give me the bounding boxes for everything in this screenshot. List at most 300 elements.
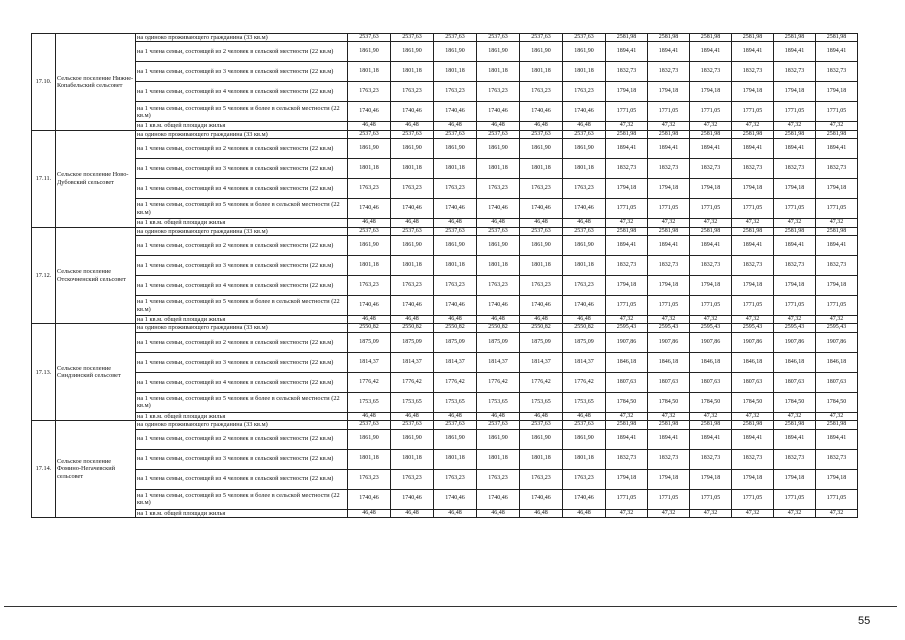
value-cell: 2537,63 <box>477 130 520 138</box>
value-cell: 1894,41 <box>606 139 648 159</box>
value-cell: 1771,05 <box>648 489 690 509</box>
value-cell: 1861,90 <box>434 42 477 62</box>
value-cell: 1907,86 <box>816 332 858 352</box>
value-cell: 1771,05 <box>816 199 858 219</box>
value-cell: 2537,63 <box>563 421 606 429</box>
value-cell: 2581,98 <box>774 34 816 42</box>
criterion-cell: на 1 кв.м. общей площади жилья <box>136 509 348 517</box>
value-cell: 2550,82 <box>563 324 606 332</box>
value-cell: 1894,41 <box>732 236 774 256</box>
value-cell: 1763,23 <box>477 276 520 296</box>
value-cell: 1861,90 <box>434 139 477 159</box>
table-row <box>32 509 858 517</box>
table-row <box>32 296 858 316</box>
value-cell: 1740,46 <box>477 296 520 316</box>
value-cell: 47,32 <box>606 219 648 227</box>
value-cell: 1740,46 <box>477 199 520 219</box>
value-cell: 47,32 <box>732 412 774 420</box>
criterion-cell: на 1 члена семьи, состоящей из 3 человек в сельской местности (22 кв.м) <box>136 159 348 179</box>
value-cell: 1771,05 <box>690 199 732 219</box>
value-cell: 1771,05 <box>774 102 816 122</box>
value-cell: 1894,41 <box>606 236 648 256</box>
table-row <box>32 82 858 102</box>
value-cell: 46,48 <box>520 219 563 227</box>
value-cell: 47,32 <box>648 122 690 130</box>
value-cell: 2537,63 <box>477 227 520 235</box>
value-cell: 1832,73 <box>732 449 774 469</box>
value-cell: 1763,23 <box>477 469 520 489</box>
value-cell: 1894,41 <box>774 139 816 159</box>
value-cell: 46,48 <box>348 122 391 130</box>
value-cell: 2537,63 <box>434 34 477 42</box>
value-cell: 2537,63 <box>563 34 606 42</box>
value-cell: 1794,18 <box>690 179 732 199</box>
value-cell: 1801,18 <box>348 256 391 276</box>
table-row <box>32 256 858 276</box>
value-cell: 46,48 <box>520 412 563 420</box>
value-cell: 1740,46 <box>434 102 477 122</box>
value-cell: 2581,98 <box>690 34 732 42</box>
value-cell: 1801,18 <box>391 256 434 276</box>
value-cell: 1832,73 <box>690 256 732 276</box>
value-cell: 1740,46 <box>520 296 563 316</box>
value-cell: 1771,05 <box>648 296 690 316</box>
value-cell: 2537,63 <box>520 227 563 235</box>
criterion-cell: на 1 члена семьи, состоящей из 3 человек в сельской местности (22 кв.м) <box>136 449 348 469</box>
value-cell: 2581,98 <box>774 227 816 235</box>
criterion-cell: на 1 члена семьи, состоящей из 5 человек и более в сельской местности (22 кв.м) <box>136 102 348 122</box>
value-cell: 1832,73 <box>774 159 816 179</box>
value-cell: 47,32 <box>816 412 858 420</box>
value-cell: 1832,73 <box>816 62 858 82</box>
value-cell: 47,32 <box>774 219 816 227</box>
value-cell: 1861,90 <box>520 429 563 449</box>
value-cell: 2537,63 <box>434 227 477 235</box>
criterion-cell: на одиноко проживающего гражданина (33 кв.м) <box>136 130 348 138</box>
criterion-cell: на 1 члена семьи, состоящей из 4 человек в сельской местности (22 кв.м) <box>136 276 348 296</box>
value-cell: 2581,98 <box>606 34 648 42</box>
value-cell: 1861,90 <box>391 42 434 62</box>
value-cell: 1740,46 <box>434 296 477 316</box>
value-cell: 1861,90 <box>520 42 563 62</box>
value-cell: 46,48 <box>348 316 391 324</box>
criterion-cell: на одиноко проживающего гражданина (33 кв.м) <box>136 421 348 429</box>
value-cell: 46,48 <box>477 412 520 420</box>
table-row <box>32 316 858 324</box>
value-cell: 1776,42 <box>434 372 477 392</box>
value-cell: 47,32 <box>816 122 858 130</box>
value-cell: 1753,65 <box>520 392 563 412</box>
value-cell: 47,32 <box>774 509 816 517</box>
value-cell: 2537,63 <box>434 130 477 138</box>
value-cell: 1807,63 <box>816 372 858 392</box>
value-cell: 46,48 <box>434 316 477 324</box>
value-cell: 1875,09 <box>348 332 391 352</box>
value-cell: 1763,23 <box>520 276 563 296</box>
value-cell: 1794,18 <box>732 469 774 489</box>
value-cell: 2581,98 <box>816 34 858 42</box>
value-cell: 1807,63 <box>774 372 816 392</box>
value-cell: 47,32 <box>690 316 732 324</box>
value-cell: 1832,73 <box>732 62 774 82</box>
row-index: 17.10. <box>32 34 56 131</box>
value-cell: 1771,05 <box>816 489 858 509</box>
value-cell: 1740,46 <box>348 296 391 316</box>
value-cell: 1776,42 <box>563 372 606 392</box>
value-cell: 1894,41 <box>732 139 774 159</box>
value-cell: 1794,18 <box>774 179 816 199</box>
value-cell: 46,48 <box>520 509 563 517</box>
value-cell: 47,32 <box>606 412 648 420</box>
value-cell: 2537,63 <box>477 34 520 42</box>
value-cell: 1794,18 <box>732 82 774 102</box>
value-cell: 1875,09 <box>563 332 606 352</box>
value-cell: 47,32 <box>774 316 816 324</box>
value-cell: 1907,86 <box>606 332 648 352</box>
value-cell: 1846,18 <box>690 352 732 372</box>
value-cell: 1784,50 <box>648 392 690 412</box>
value-cell: 1763,23 <box>348 276 391 296</box>
value-cell: 1801,18 <box>348 449 391 469</box>
value-cell: 1740,46 <box>348 489 391 509</box>
value-cell: 2537,63 <box>434 421 477 429</box>
value-cell: 47,32 <box>690 122 732 130</box>
value-cell: 1807,63 <box>732 372 774 392</box>
value-cell: 1740,46 <box>477 102 520 122</box>
value-cell: 46,48 <box>434 509 477 517</box>
value-cell: 2581,98 <box>690 227 732 235</box>
footer-rule <box>4 606 897 607</box>
value-cell: 1907,86 <box>690 332 732 352</box>
row-index: 17.13. <box>32 324 56 421</box>
value-cell: 46,48 <box>391 219 434 227</box>
value-cell: 1832,73 <box>732 256 774 276</box>
value-cell: 1807,63 <box>648 372 690 392</box>
value-cell: 1861,90 <box>348 139 391 159</box>
value-cell: 1771,05 <box>606 199 648 219</box>
criterion-cell: на 1 члена семьи, состоящей из 5 человек и более в сельской местности (22 кв.м) <box>136 199 348 219</box>
criterion-cell: на 1 члена семьи, состоящей из 4 человек в сельской местности (22 кв.м) <box>136 179 348 199</box>
value-cell: 1861,90 <box>520 139 563 159</box>
value-cell: 1771,05 <box>774 489 816 509</box>
value-cell: 1801,18 <box>563 449 606 469</box>
value-cell: 1861,90 <box>563 429 606 449</box>
value-cell: 1801,18 <box>434 62 477 82</box>
value-cell: 1794,18 <box>732 179 774 199</box>
value-cell: 2581,98 <box>732 227 774 235</box>
value-cell: 2537,63 <box>520 34 563 42</box>
table-row <box>32 489 858 509</box>
value-cell: 1894,41 <box>648 236 690 256</box>
value-cell: 2537,63 <box>348 421 391 429</box>
value-cell: 1740,46 <box>391 199 434 219</box>
value-cell: 1814,37 <box>391 352 434 372</box>
value-cell: 46,48 <box>391 412 434 420</box>
value-cell: 1763,23 <box>391 469 434 489</box>
value-cell: 1740,46 <box>563 296 606 316</box>
value-cell: 2581,98 <box>690 421 732 429</box>
value-cell: 1832,73 <box>816 256 858 276</box>
value-cell: 1771,05 <box>690 489 732 509</box>
value-cell: 1861,90 <box>391 236 434 256</box>
value-cell: 1861,90 <box>348 42 391 62</box>
value-cell: 1894,41 <box>648 42 690 62</box>
criterion-cell: на 1 члена семьи, состоящей из 3 человек в сельской местности (22 кв.м) <box>136 62 348 82</box>
value-cell: 1894,41 <box>690 429 732 449</box>
value-cell: 2537,63 <box>477 421 520 429</box>
value-cell: 1832,73 <box>606 62 648 82</box>
value-cell: 1763,23 <box>563 276 606 296</box>
value-cell: 46,48 <box>520 316 563 324</box>
value-cell: 1740,46 <box>563 489 606 509</box>
value-cell: 1771,05 <box>690 102 732 122</box>
value-cell: 1740,46 <box>434 489 477 509</box>
value-cell: 1861,90 <box>391 139 434 159</box>
value-cell: 46,48 <box>477 219 520 227</box>
value-cell: 1794,18 <box>690 469 732 489</box>
value-cell: 1740,46 <box>563 199 606 219</box>
value-cell: 1801,18 <box>563 256 606 276</box>
value-cell: 1894,41 <box>606 429 648 449</box>
value-cell: 1861,90 <box>520 236 563 256</box>
value-cell: 1763,23 <box>477 179 520 199</box>
value-cell: 1801,18 <box>563 159 606 179</box>
table-row <box>32 219 858 227</box>
value-cell: 1794,18 <box>606 179 648 199</box>
value-cell: 1771,05 <box>732 102 774 122</box>
value-cell: 1814,37 <box>348 352 391 372</box>
value-cell: 1846,18 <box>648 352 690 372</box>
value-cell: 2537,63 <box>563 130 606 138</box>
value-cell: 1894,41 <box>606 42 648 62</box>
value-cell: 47,32 <box>648 219 690 227</box>
value-cell: 1846,18 <box>732 352 774 372</box>
criterion-cell: на 1 члена семьи, состоящей из 2 человек в сельской местности (22 кв.м) <box>136 139 348 159</box>
value-cell: 1832,73 <box>648 159 690 179</box>
table-row <box>32 429 858 449</box>
value-cell: 1801,18 <box>520 62 563 82</box>
value-cell: 46,48 <box>434 122 477 130</box>
value-cell: 2537,63 <box>563 227 606 235</box>
criterion-cell: на 1 члена семьи, состоящей из 2 человек в сельской местности (22 кв.м) <box>136 236 348 256</box>
value-cell: 1832,73 <box>648 256 690 276</box>
value-cell: 2537,63 <box>391 227 434 235</box>
value-cell: 1771,05 <box>774 296 816 316</box>
criterion-cell: на 1 члена семьи, состоящей из 5 человек и более в сельской местности (22 кв.м) <box>136 489 348 509</box>
value-cell: 1740,46 <box>391 296 434 316</box>
value-cell: 1861,90 <box>348 429 391 449</box>
value-cell: 1740,46 <box>391 102 434 122</box>
value-cell: 2581,98 <box>816 130 858 138</box>
value-cell: 2581,98 <box>606 227 648 235</box>
value-cell: 1794,18 <box>774 469 816 489</box>
table-row <box>32 236 858 256</box>
value-cell: 1771,05 <box>732 296 774 316</box>
value-cell: 1832,73 <box>690 449 732 469</box>
value-cell: 1814,37 <box>477 352 520 372</box>
value-cell: 1801,18 <box>477 159 520 179</box>
value-cell: 1832,73 <box>774 256 816 276</box>
value-cell: 1861,90 <box>391 429 434 449</box>
value-cell: 1894,41 <box>774 429 816 449</box>
value-cell: 1776,42 <box>391 372 434 392</box>
value-cell: 2581,98 <box>690 130 732 138</box>
value-cell: 1771,05 <box>648 102 690 122</box>
table-row <box>32 412 858 420</box>
table-row <box>32 352 858 372</box>
value-cell: 46,48 <box>563 509 606 517</box>
value-cell: 1832,73 <box>690 62 732 82</box>
value-cell: 1832,73 <box>690 159 732 179</box>
value-cell: 1763,23 <box>520 179 563 199</box>
value-cell: 2595,43 <box>732 324 774 332</box>
value-cell: 47,32 <box>648 509 690 517</box>
value-cell: 1794,18 <box>774 82 816 102</box>
value-cell: 1846,18 <box>774 352 816 372</box>
value-cell: 1894,41 <box>690 42 732 62</box>
value-cell: 2581,98 <box>648 227 690 235</box>
value-cell: 1776,42 <box>348 372 391 392</box>
value-cell: 1740,46 <box>348 199 391 219</box>
value-cell: 2581,98 <box>648 34 690 42</box>
value-cell: 47,32 <box>648 316 690 324</box>
table-row <box>32 130 858 138</box>
value-cell: 46,48 <box>563 316 606 324</box>
value-cell: 2550,82 <box>391 324 434 332</box>
value-cell: 1740,46 <box>348 102 391 122</box>
value-cell: 1753,65 <box>348 392 391 412</box>
table-row <box>32 392 858 412</box>
settlement-name: Сельское поселение Ново-Дубовский сельсовет <box>56 130 136 227</box>
value-cell: 1894,41 <box>732 429 774 449</box>
value-cell: 1771,05 <box>774 199 816 219</box>
value-cell: 2537,63 <box>520 421 563 429</box>
value-cell: 1753,65 <box>477 392 520 412</box>
value-cell: 47,32 <box>732 316 774 324</box>
value-cell: 46,48 <box>563 122 606 130</box>
value-cell: 1763,23 <box>520 469 563 489</box>
value-cell: 1846,18 <box>606 352 648 372</box>
value-cell: 1894,41 <box>732 42 774 62</box>
value-cell: 2581,98 <box>648 421 690 429</box>
value-cell: 1794,18 <box>690 82 732 102</box>
value-cell: 47,32 <box>648 412 690 420</box>
value-cell: 1807,63 <box>690 372 732 392</box>
criterion-cell: на 1 члена семьи, состоящей из 5 человек и более в сельской местности (22 кв.м) <box>136 296 348 316</box>
value-cell: 1832,73 <box>606 449 648 469</box>
value-cell: 2537,63 <box>348 130 391 138</box>
value-cell: 1763,23 <box>563 179 606 199</box>
value-cell: 2581,98 <box>816 421 858 429</box>
value-cell: 2537,63 <box>391 421 434 429</box>
value-cell: 2581,98 <box>732 130 774 138</box>
value-cell: 46,48 <box>477 316 520 324</box>
value-cell: 1832,73 <box>648 62 690 82</box>
value-cell: 1763,23 <box>563 469 606 489</box>
value-cell: 47,32 <box>816 219 858 227</box>
value-cell: 1771,05 <box>816 296 858 316</box>
value-cell: 1794,18 <box>606 276 648 296</box>
value-cell: 1832,73 <box>774 62 816 82</box>
criterion-cell: на 1 члена семьи, состоящей из 2 человек в сельской местности (22 кв.м) <box>136 42 348 62</box>
value-cell: 2595,43 <box>648 324 690 332</box>
table-row <box>32 42 858 62</box>
value-cell: 1814,37 <box>520 352 563 372</box>
value-cell: 47,32 <box>690 509 732 517</box>
value-cell: 1832,73 <box>732 159 774 179</box>
value-cell: 47,32 <box>816 509 858 517</box>
value-cell: 1763,23 <box>520 82 563 102</box>
value-cell: 46,48 <box>434 412 477 420</box>
criterion-cell: на 1 члена семьи, состоящей из 5 человек и более в сельской местности (22 кв.м) <box>136 392 348 412</box>
table-row <box>32 179 858 199</box>
value-cell: 47,32 <box>732 509 774 517</box>
value-cell: 2595,43 <box>606 324 648 332</box>
value-cell: 2595,43 <box>690 324 732 332</box>
settlement-name: Сельское поселение Синдзинский сельсовет <box>56 324 136 421</box>
value-cell: 1861,90 <box>563 139 606 159</box>
value-cell: 1801,18 <box>520 449 563 469</box>
value-cell: 1763,23 <box>391 276 434 296</box>
value-cell: 47,32 <box>606 316 648 324</box>
page-number: 55 <box>858 615 871 627</box>
criterion-cell: на 1 кв.м. общей площади жилья <box>136 219 348 227</box>
value-cell: 1763,23 <box>434 82 477 102</box>
value-cell: 1784,50 <box>690 392 732 412</box>
value-cell: 1832,73 <box>606 159 648 179</box>
criterion-cell: на 1 члена семьи, состоящей из 2 человек в сельской местности (22 кв.м) <box>136 429 348 449</box>
value-cell: 1832,73 <box>816 159 858 179</box>
value-cell: 2595,43 <box>774 324 816 332</box>
value-cell: 1784,50 <box>606 392 648 412</box>
value-cell: 1771,05 <box>732 489 774 509</box>
value-cell: 1894,41 <box>816 42 858 62</box>
value-cell: 2537,63 <box>520 130 563 138</box>
value-cell: 47,32 <box>774 412 816 420</box>
value-cell: 1794,18 <box>816 179 858 199</box>
value-cell: 1794,18 <box>816 276 858 296</box>
table-row <box>32 199 858 219</box>
value-cell: 2581,98 <box>606 421 648 429</box>
criterion-cell: на 1 кв.м. общей площади жилья <box>136 316 348 324</box>
value-cell: 1875,09 <box>520 332 563 352</box>
value-cell: 1794,18 <box>648 82 690 102</box>
value-cell: 1801,18 <box>434 256 477 276</box>
table-row <box>32 34 858 42</box>
value-cell: 46,48 <box>477 509 520 517</box>
criterion-cell: на 1 члена семьи, состоящей из 4 человек в сельской местности (22 кв.м) <box>136 372 348 392</box>
value-cell: 1861,90 <box>348 236 391 256</box>
value-cell: 1801,18 <box>563 62 606 82</box>
value-cell: 47,32 <box>732 122 774 130</box>
value-cell: 1771,05 <box>690 296 732 316</box>
value-cell: 1753,65 <box>434 392 477 412</box>
value-cell: 1776,42 <box>520 372 563 392</box>
value-cell: 1763,23 <box>391 179 434 199</box>
value-cell: 1771,05 <box>606 489 648 509</box>
value-cell: 1832,73 <box>606 256 648 276</box>
value-cell: 1784,50 <box>732 392 774 412</box>
value-cell: 1740,46 <box>477 489 520 509</box>
value-cell: 1771,05 <box>816 102 858 122</box>
value-cell: 1771,05 <box>606 296 648 316</box>
value-cell: 1894,41 <box>648 429 690 449</box>
value-cell: 1740,46 <box>520 199 563 219</box>
value-cell: 1894,41 <box>648 139 690 159</box>
value-cell: 1794,18 <box>606 82 648 102</box>
value-cell: 1740,46 <box>520 102 563 122</box>
value-cell: 1763,23 <box>348 469 391 489</box>
